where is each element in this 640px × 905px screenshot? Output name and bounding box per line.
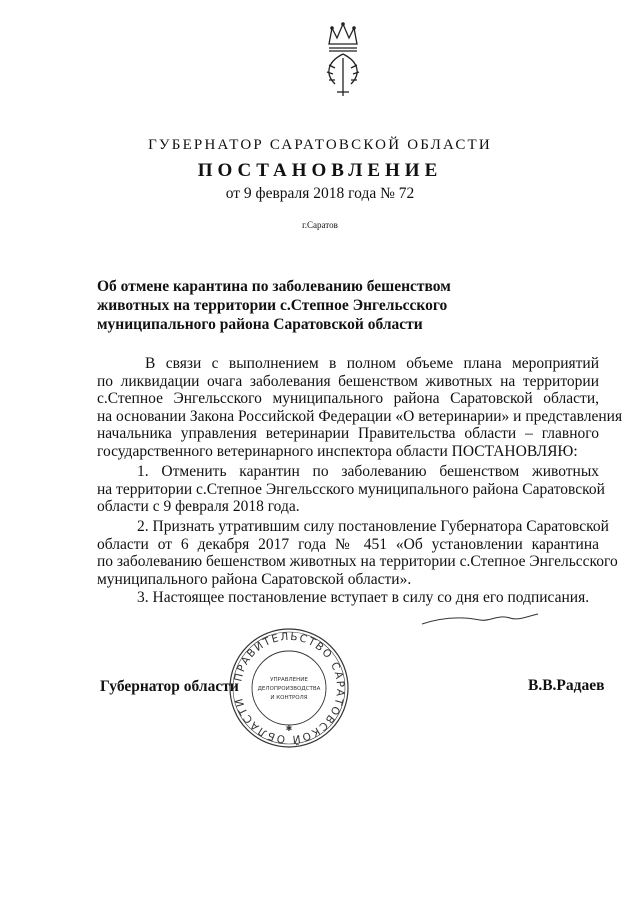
official-stamp <box>228 627 350 749</box>
document-title <box>97 277 497 334</box>
item-2-paragraph <box>97 518 618 588</box>
paragraph-line: 3. Настоящее постановление вступает в силу со дня его подписания. <box>137 589 590 606</box>
paragraph-line: 1. Отменить карантин по заболеванию бешенством животных <box>137 463 599 480</box>
paragraph-line: государственного ветеринарного инспектора области ПОСТАНОВЛЯЮ: <box>97 442 578 460</box>
issuing-authority: ГУБЕРНАТОР САРАТОВСКОЙ ОБЛАСТИ <box>148 137 492 153</box>
paragraph-line: 2. Признать утратившим силу постановление Губернатора Саратовской <box>137 518 609 535</box>
paragraph-line: муниципального района Саратовской области». <box>97 570 412 588</box>
stamp-outer-text: ПРАВИТЕЛЬСТВО САРАТОВСКОЙ ОБЛАСТИ <box>232 630 347 746</box>
title-line: животных на территории с.Степное Энгельсского <box>97 297 448 314</box>
coat-of-arms-emblem <box>317 18 369 100</box>
paragraph-line: В связи с выполнением в полном объеме плана мероприятий <box>145 355 599 372</box>
stamp-inner-line: И КОНТРОЛЯ <box>270 695 308 701</box>
signature-position: Губернатор области <box>100 678 239 695</box>
item-1-paragraph <box>97 463 605 516</box>
document-date-number: от 9 февраля 2018 года № 72 <box>225 185 415 202</box>
stamp-inner-line: УПРАВЛЕНИЕ <box>270 677 308 683</box>
item-3-paragraph <box>97 589 599 607</box>
document-type: ПОСТАНОВЛЕНИЕ <box>197 160 443 181</box>
document-city: г.Саратов <box>302 220 338 230</box>
preamble-paragraph <box>97 355 623 460</box>
signatory-name: В.В.Радаев <box>528 677 605 694</box>
paragraph-line: на основании Закона Российской Федерации «О ветеринарии» и представления <box>97 407 623 425</box>
paragraph-line: по заболеванию бешенством животных на территории с.Степное Энгельсского <box>97 553 618 570</box>
paragraph-line: области с 9 февраля 2018 года. <box>97 498 300 515</box>
paragraph-line: начальника управления ветеринарии Правительства области – главного <box>97 425 599 442</box>
stamp-inner-line: ДЕЛОПРОИЗВОДСТВА <box>257 686 321 692</box>
svg-text:✱: ✱ <box>285 724 293 733</box>
paragraph-line: на территории с.Степное Энгельсского муниципального района Саратовской <box>97 480 605 498</box>
paragraph-line: с.Степное Энгельсского муниципального района Саратовской области, <box>97 390 599 407</box>
title-line: муниципального района Саратовской области <box>97 316 423 333</box>
handwritten-signature <box>420 608 540 630</box>
title-line: Об отмене карантина по заболеванию бешенством <box>97 278 451 295</box>
paragraph-line: по ликвидации очага заболевания бешенством животных на территории <box>97 372 599 390</box>
paragraph-line: области от 6 декабря 2017 года № 451 «Об установлении карантина <box>97 535 599 553</box>
